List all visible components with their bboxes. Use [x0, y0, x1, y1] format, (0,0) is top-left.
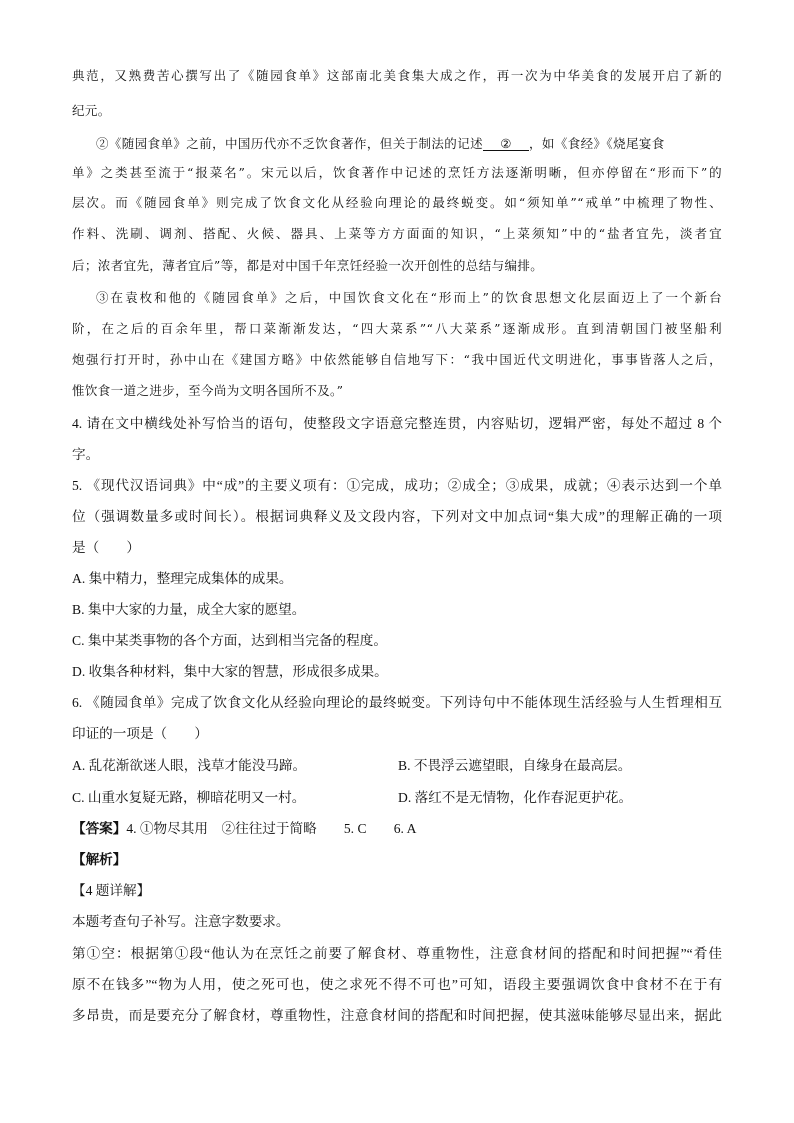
passage-paragraph-2-line	[96, 134, 665, 152]
question-6-line: 印证的一项是（ ）	[72, 726, 208, 741]
detail-line: 原不在钱多”“物为人用，使之死可也，使之求死不得不可也”可知，语段主要强调饮食中食材不在于有	[72, 977, 722, 992]
passage-paragraph-3-line: ③在袁枚和他的《随园食单》之后，中国饮食文化在“形而上”的饮食思想文化层面迈上了一个新台	[96, 290, 722, 305]
option-b: B. 不畏浮云遮望眼，自缘身在最高层。	[398, 758, 632, 773]
passage-line: 阶，在之后的百余年里，帮口菜渐渐发达，“四大菜系”“八大菜系”逐渐成形。直到清朝国门被坚船利	[72, 321, 722, 336]
detail-title: 【4 题详解】	[72, 883, 151, 898]
option-c: C. 山重水复疑无路，柳暗花明又一村。	[72, 790, 306, 805]
passage-text: ②《随园食单》之前，中国历代亦不乏饮食著作，但关于制法的记述	[96, 136, 484, 151]
answer-line	[72, 817, 416, 837]
passage-line: 后；浓者宜先，薄者宜后”等，都是对中国千年烹饪经验一次开创性的总结与编排。	[72, 258, 544, 273]
question-5-line: 5. 《现代汉语词典》中“成”的主要义项有：①完成，成功；②成全；③成果，成就；④表示达到一个单	[72, 478, 722, 493]
question-4-line: 4. 请在文中横线处补写恰当的语句，使整段文字语意完整连贯，内容贴切，逻辑严密，每处不超过 8 个	[72, 416, 722, 431]
question-6-line: 6. 《随园食单》完成了饮食文化从经验向理论的最终蜕变。下列诗句中不能体现生活经验与人生哲理相互	[72, 695, 722, 710]
option-a: A. 乱花渐欲迷人眼，浅草才能没马蹄。	[72, 758, 307, 773]
passage-line: 炮强行打开时，孙中山在《建国方略》中依然能够自信地写下：“我中国近代文明进化，事事皆落人之后，	[72, 352, 722, 367]
passage-line: 纪元。	[72, 103, 111, 118]
question-4-line: 字。	[72, 447, 100, 462]
option-a: A. 集中精力，整理完成集体的成果。	[72, 571, 293, 586]
passage-line: 单》之类甚至流于“报菜名”。宋元以后，饮食著作中记述的烹饪方法逐渐明晰，但亦停留在“形而下”的	[72, 165, 722, 180]
fill-in-blank: ②	[483, 137, 529, 151]
passage-line: 层次。而《随园食单》则完成了饮食文化从经验向理论的最终蜕变。如“须知单”“戒单”中梳理了物性、	[72, 195, 722, 210]
detail-line: 第①空：根据第①段“他认为在烹饪之前要了解食材、尊重物性，注意食材间的搭配和时间把握”“肴佳	[72, 946, 722, 961]
passage-line: 典范，又熟费苦心撰写出了《随园食单》这部南北美食集大成之作，再一次为中华美食的发展开启了新的	[72, 68, 722, 83]
passage-line: 惟饮食一道之进步，至今尚为文明各国所不及。”	[72, 383, 344, 398]
detail-line: 多昂贵，而是要充分了解食材，尊重物性，注意食材间的搭配和时间把握，使其滋味能够尽显出来，据此	[72, 1008, 722, 1023]
option-c: C. 集中某类事物的各个方面，达到相当完备的程度。	[72, 633, 387, 648]
detail-intro: 本题考查句子补写。注意字数要求。	[72, 914, 290, 929]
question-5-line: 是（ ）	[72, 540, 140, 555]
question-5-line: 位（强调数量多或时间长）。根据词典释义及文段内容，下列对文中加点词“集大成”的理解正确的一项	[72, 509, 722, 524]
option-d: D. 收集各种材料，集中大家的智慧，形成很多成果。	[72, 664, 388, 679]
answer-text: 4. ①物尽其用 ②往往过于简略 5. C 6. A	[126, 821, 417, 836]
passage-line: 作料、洗刷、调剂、搭配、火候、器具、上菜等方方面面的知识，“上菜须知”中的“盐者宜先，淡者宜	[72, 226, 722, 241]
passage-text: ，如《食经》《烧尾宴食	[529, 136, 665, 151]
answer-label: 【答案】	[72, 821, 127, 836]
option-d: D. 落红不是无情物，化作春泥更护花。	[398, 790, 633, 805]
option-b: B. 集中大家的力量，成全大家的愿望。	[72, 602, 306, 617]
analysis-label: 【解析】	[72, 852, 127, 867]
